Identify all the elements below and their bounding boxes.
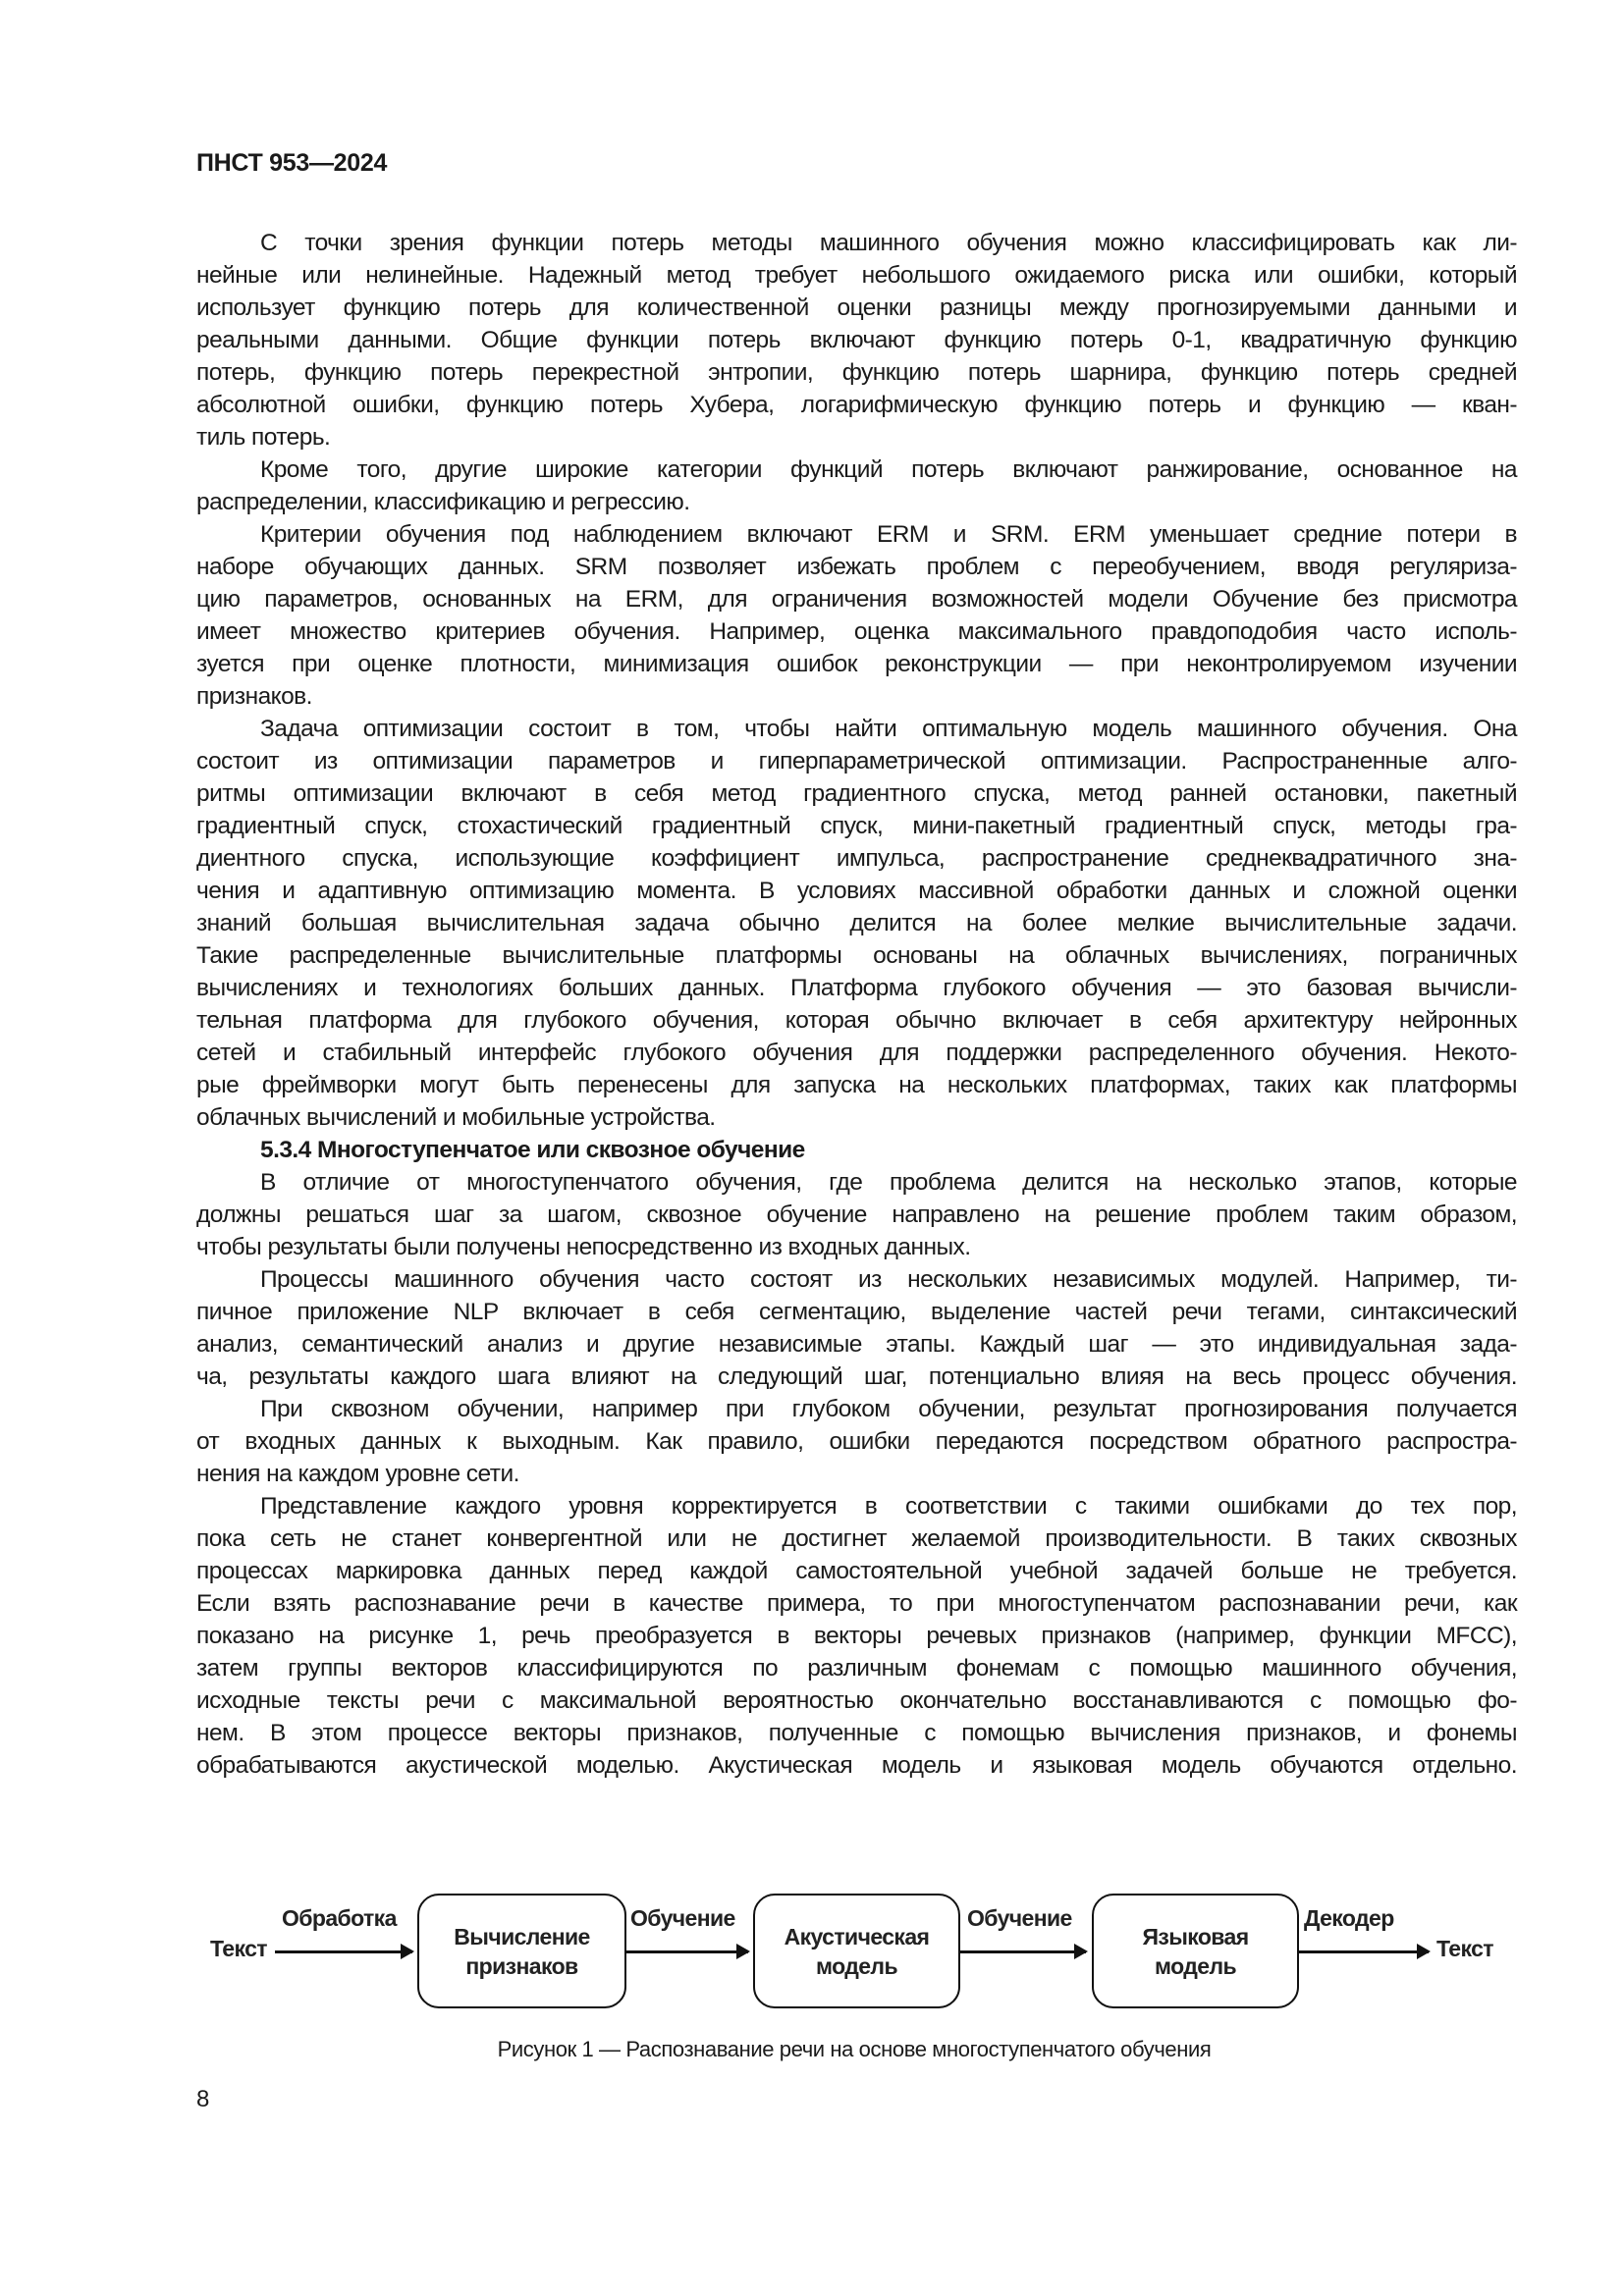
figure-caption: Рисунок 1 — Распознавание речи на основе многоступенчатого обучения (497, 2037, 1212, 2061)
box-line: модель (815, 1952, 897, 1979)
text-line: тельная платформа для глубокого обучения, которая обычно включает в себя архитектуру нейронных (196, 1007, 1517, 1034)
text-line: чтобы результаты были получены непосредственно из входных данных. (196, 1234, 971, 1260)
text-line: сетей и стабильный интерфейс глубокого обучения для поддержки распределенного обучения. Некото- (196, 1040, 1517, 1066)
text-line: имеет множество критериев обучения. Например, оценка максимального правдоподобия часто исполь- (196, 618, 1517, 645)
body-text (196, 227, 1517, 1782)
text-line: процессах маркировка данных перед каждой самостоятельной учебной задачей больше не требуется. (196, 1558, 1517, 1584)
box-line: Акустическая (784, 1923, 930, 1949)
text-line: ча, результаты каждого шага влияют на следующий шаг, потенциально влияя на весь процесс обучения. (196, 1363, 1517, 1390)
text-line: Кроме того, другие широкие категории функций потерь включают ранжирование, основанное на (260, 456, 1517, 483)
edge-label-3: Обучение (967, 1905, 1072, 1931)
text-line: затем группы векторов классифицируются по различным фонемам с помощью машинного обучения, (196, 1655, 1517, 1682)
text-line: использует функцию потерь для количественной оценки разницы между прогнозируемыми данными и (196, 294, 1517, 321)
edge-label-2: Обучение (630, 1905, 735, 1931)
text-line: пока сеть не станет конвергентной или не достигнет желаемой производительности. В таких сквозных (196, 1525, 1517, 1552)
text-line: от входных данных к выходным. Как правило, ошибки передаются посредством обратного распростра- (196, 1428, 1517, 1455)
text-line: абсолютной ошибки, функцию потерь Хубера, логарифмическую функцию потерь и функцию — кван- (196, 392, 1517, 418)
text-line: ритмы оптимизации включают в себя метод градиентного спуска, метод ранней остановки, пакетный (196, 780, 1517, 807)
text-line: Процессы машинного обучения часто состоят из нескольких независимых модулей. Например, ти- (260, 1266, 1517, 1293)
text-line: тиль потерь. (196, 424, 331, 451)
box-acoustic-model (753, 1894, 960, 2008)
text-line: Представление каждого уровня корректируется в соответствии с такими ошибками до тех пор, (260, 1493, 1517, 1520)
text-line: признаков. (196, 683, 312, 710)
text-line: диентного спуска, использующие коэффициент импульса, распространение среднеквадратичного зна- (196, 845, 1517, 872)
text-line: Если взять распознавание речи в качестве примера, то при многоступенчатом распознавании речи, как (196, 1590, 1517, 1617)
text-line: облачных вычислений и мобильные устройства. (196, 1104, 716, 1131)
diagram-output-label: Текст (1436, 1936, 1493, 1961)
text-line: зуется при оценке плотности, минимизация ошибок реконструкции — при неконтролируемом изучении (196, 651, 1517, 677)
arrow-3 (960, 1950, 1086, 1953)
diagram-input-label: Текст (210, 1936, 267, 1961)
text-line: нейные или нелинейные. Надежный метод требует небольшого ожидаемого риска или ошибки, который (196, 262, 1517, 289)
text-line: обрабатываются акустической моделью. Акустическая модель и языковая модель обучаются отдельно. (196, 1752, 1517, 1779)
text-line: чения и адаптивную оптимизацию момента. В условиях массивной обработки данных и сложной оценки (196, 878, 1517, 904)
box-line: Языковая (1142, 1923, 1249, 1949)
arrow-4 (1299, 1950, 1429, 1953)
text-line: состоит из оптимизации параметров и гиперпараметрической оптимизации. Распространенные алго- (196, 748, 1517, 774)
text-line: показано на рисунке 1, речь преобразуется в векторы речевых признаков (например, функции MFCC), (196, 1623, 1517, 1649)
arrow-1 (275, 1950, 412, 1953)
edge-label-4: Декодер (1304, 1905, 1394, 1931)
text-line: градиентный спуск, стохастический градиентный спуск, мини-пакетный градиентный спуск, методы гра- (196, 813, 1517, 839)
text-line: рые фреймворки могут быть перенесены для запуска на нескольких платформах, таких как платформы (196, 1072, 1517, 1098)
text-line: распределении, классификацию и регрессию. (196, 489, 690, 515)
text-line: С точки зрения функции потерь методы машинного обучения можно классифицировать как ли- (260, 230, 1517, 256)
box-line: признаков (465, 1952, 578, 1979)
text-line: исходные тексты речи с максимальной вероятностью окончательно восстанавливаются с помощью фо- (196, 1687, 1517, 1714)
box-line: модель (1155, 1952, 1236, 1979)
box-language-model (1092, 1894, 1299, 2008)
edge-label-1: Обработка (282, 1905, 397, 1931)
box-feature-computation (417, 1894, 626, 2008)
text-line: Критерии обучения под наблюдением включают ERM и SRM. ERM уменьшает средние потери в (260, 521, 1517, 548)
text-line: анализ, семантический анализ и другие независимые этапы. Каждый шаг — это индивидуальная зада- (196, 1331, 1517, 1358)
text-line: вычислениях и технологиях больших данных. Платформа глубокого обучения — это базовая вычисли- (196, 975, 1517, 1001)
arrow-2 (626, 1950, 748, 1953)
text-line: Задача оптимизации состоит в том, чтобы найти оптимальную модель машинного обучения. Она (260, 716, 1517, 742)
text-line: знаний большая вычислительная задача обычно делится на более мелкие вычислительные задачи. (196, 910, 1517, 936)
text-line: пичное приложение NLP включает в себя сегментацию, выделение частей речи тегами, синтаксический (196, 1299, 1517, 1325)
page-number: 8 (196, 2086, 210, 2112)
text-line: реальными данными. Общие функции потерь включают функцию потерь 0-1, квадратичную функцию (196, 327, 1517, 353)
text-line: Такие распределенные вычислительные платформы основаны на облачных вычислениях, пограничных (196, 942, 1517, 969)
text-line: должны решаться шаг за шагом, сквозное обучение направлено на решение проблем таким образом, (196, 1201, 1517, 1228)
text-line: При сквозном обучении, например при глубоком обучении, результат прогнозирования получается (260, 1396, 1517, 1422)
text-line: цию параметров, основанных на ERM, для ограничения возможностей модели Обучение без присмотра (196, 586, 1517, 613)
document-header: ПНСТ 953—2024 (196, 149, 388, 177)
text-line: нем. В этом процессе векторы признаков, полученные с помощью вычисления признаков, и фонемы (196, 1720, 1517, 1746)
text-line: наборе обучающих данных. SRM позволяет избежать проблем с переобучением, вводя регуляриза- (196, 554, 1517, 580)
section-heading: 5.3.4 Многоступенчатое или сквозное обучение (260, 1137, 805, 1163)
text-line: потерь, функцию потерь перекрестной энтропии, функцию потерь шарнира, функцию потерь средней (196, 359, 1517, 386)
text-line: нения на каждом уровне сети. (196, 1461, 519, 1487)
box-line: Вычисление (454, 1923, 590, 1949)
text-line: В отличие от многоступенчатого обучения, где проблема делится на несколько этапов, которые (260, 1169, 1517, 1196)
